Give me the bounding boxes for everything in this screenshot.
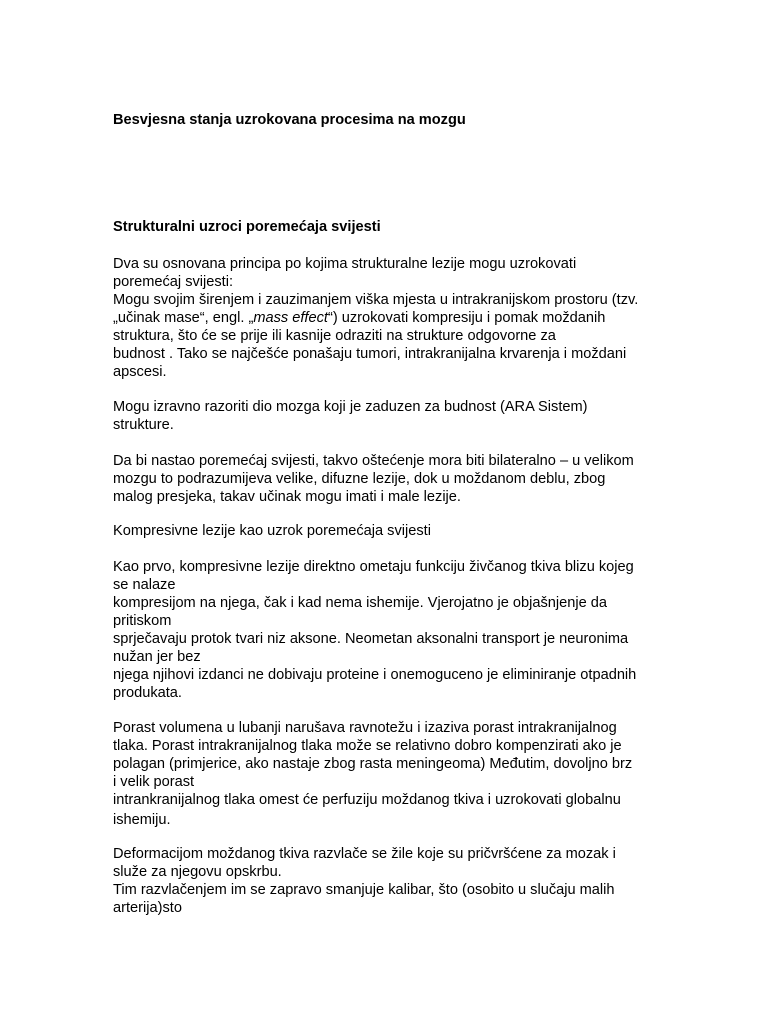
paragraph-line: polagan (primjerice, ako nastaje zbog rasta meningeoma) Međutim, dovoljno brz <box>113 756 633 772</box>
paragraph-line: Tim razvlačenjem im se zapravo smanjuje kalibar, što (osobito u slučaju malih <box>113 882 615 898</box>
paragraph-line: Deformacijom moždanog tkiva razvlače se žile koje su pričvršćene za mozak i <box>113 846 616 862</box>
paragraph-line: budnost . Tako se najčešće ponašaju tumori, intrakranijalna krvarenja i moždani <box>113 346 627 362</box>
paragraph-line: intrankranijalnog tlaka omest će perfuziju moždanog tkiva i uzrokovati globalnu <box>113 792 621 808</box>
paragraph-line: kompresijom na njega, čak i kad nema ishemije. Vjerojatno je objašnjenje da <box>113 595 608 611</box>
paragraph-line: mozgu to podrazumijeva velike, difuzne lezije, dok u moždanom deblu, zbog <box>113 471 606 487</box>
mass-effect-prefix: „učinak mase“, engl. „ <box>113 310 254 326</box>
paragraph-line: strukture. <box>113 417 174 433</box>
document-title: Besvjesna stanja uzrokovana procesima na mozgu <box>113 112 466 128</box>
paragraph-line: arterija)sto <box>113 900 182 916</box>
paragraph-line: sprječavaju protok tvari niz aksone. Neometan aksonalni transport je neuronima <box>113 631 629 647</box>
paragraph-line: Dva su osnovana principa po kojima strukturalne lezije mogu uzrokovati <box>113 256 577 272</box>
mass-effect-suffix: “) uzrokovati kompresiju i pomak moždanih <box>327 310 606 326</box>
paragraph-line: Porast volumena u lubanji narušava ravnotežu i izaziva porast intrakranijalnog <box>113 720 617 736</box>
paragraph-line: Mogu svojim širenjem i zauzimanjem viška mjesta u intrakranijskom prostoru (tzv. <box>113 292 639 308</box>
paragraph-line: nužan jer bez <box>113 649 201 665</box>
paragraph-line: produkata. <box>113 685 182 701</box>
paragraph-line: ishemiju. <box>113 812 171 828</box>
paragraph-line: struktura, što će se prije ili kasnije odraziti na strukture odgovorne za <box>113 328 556 344</box>
paragraph-line: njega njihovi izdanci ne dobivaju proteine i onemoguceno je eliminiranje otpadnih <box>113 667 637 683</box>
paragraph-line: se nalaze <box>113 577 176 593</box>
section-heading: Strukturalni uzroci poremećaja svijesti <box>113 219 381 235</box>
paragraph-line: pritiskom <box>113 613 172 629</box>
mass-effect-italic: mass effect <box>253 310 328 326</box>
paragraph-line: malog presjeka, takav učinak mogu imati i male lezije. <box>113 489 461 505</box>
paragraph-line: poremećaj svijesti: <box>113 274 234 290</box>
paragraph-line-mass-effect <box>113 309 605 327</box>
paragraph-line: tlaka. Porast intrakranijalnog tlaka može se relativno dobro kompenzirati ako je <box>113 738 622 754</box>
paragraph-line: apscesi. <box>113 364 167 380</box>
paragraph-line: i velik porast <box>113 774 195 790</box>
paragraph-line: Mogu izravno razoriti dio mozga koji je zaduzen za budnost (ARA Sistem) <box>113 399 588 415</box>
paragraph-line: Kao prvo, kompresivne lezije direktno ometaju funkciju živčanog tkiva blizu kojeg <box>113 559 634 575</box>
paragraph-line: služe za njegovu opskrbu. <box>113 864 282 880</box>
paragraph-line: Da bi nastao poremećaj svijesti, takvo oštećenje mora biti bilateralno – u velikom <box>113 453 634 469</box>
subheading: Kompresivne lezije kao uzrok poremećaja svijesti <box>113 523 431 539</box>
